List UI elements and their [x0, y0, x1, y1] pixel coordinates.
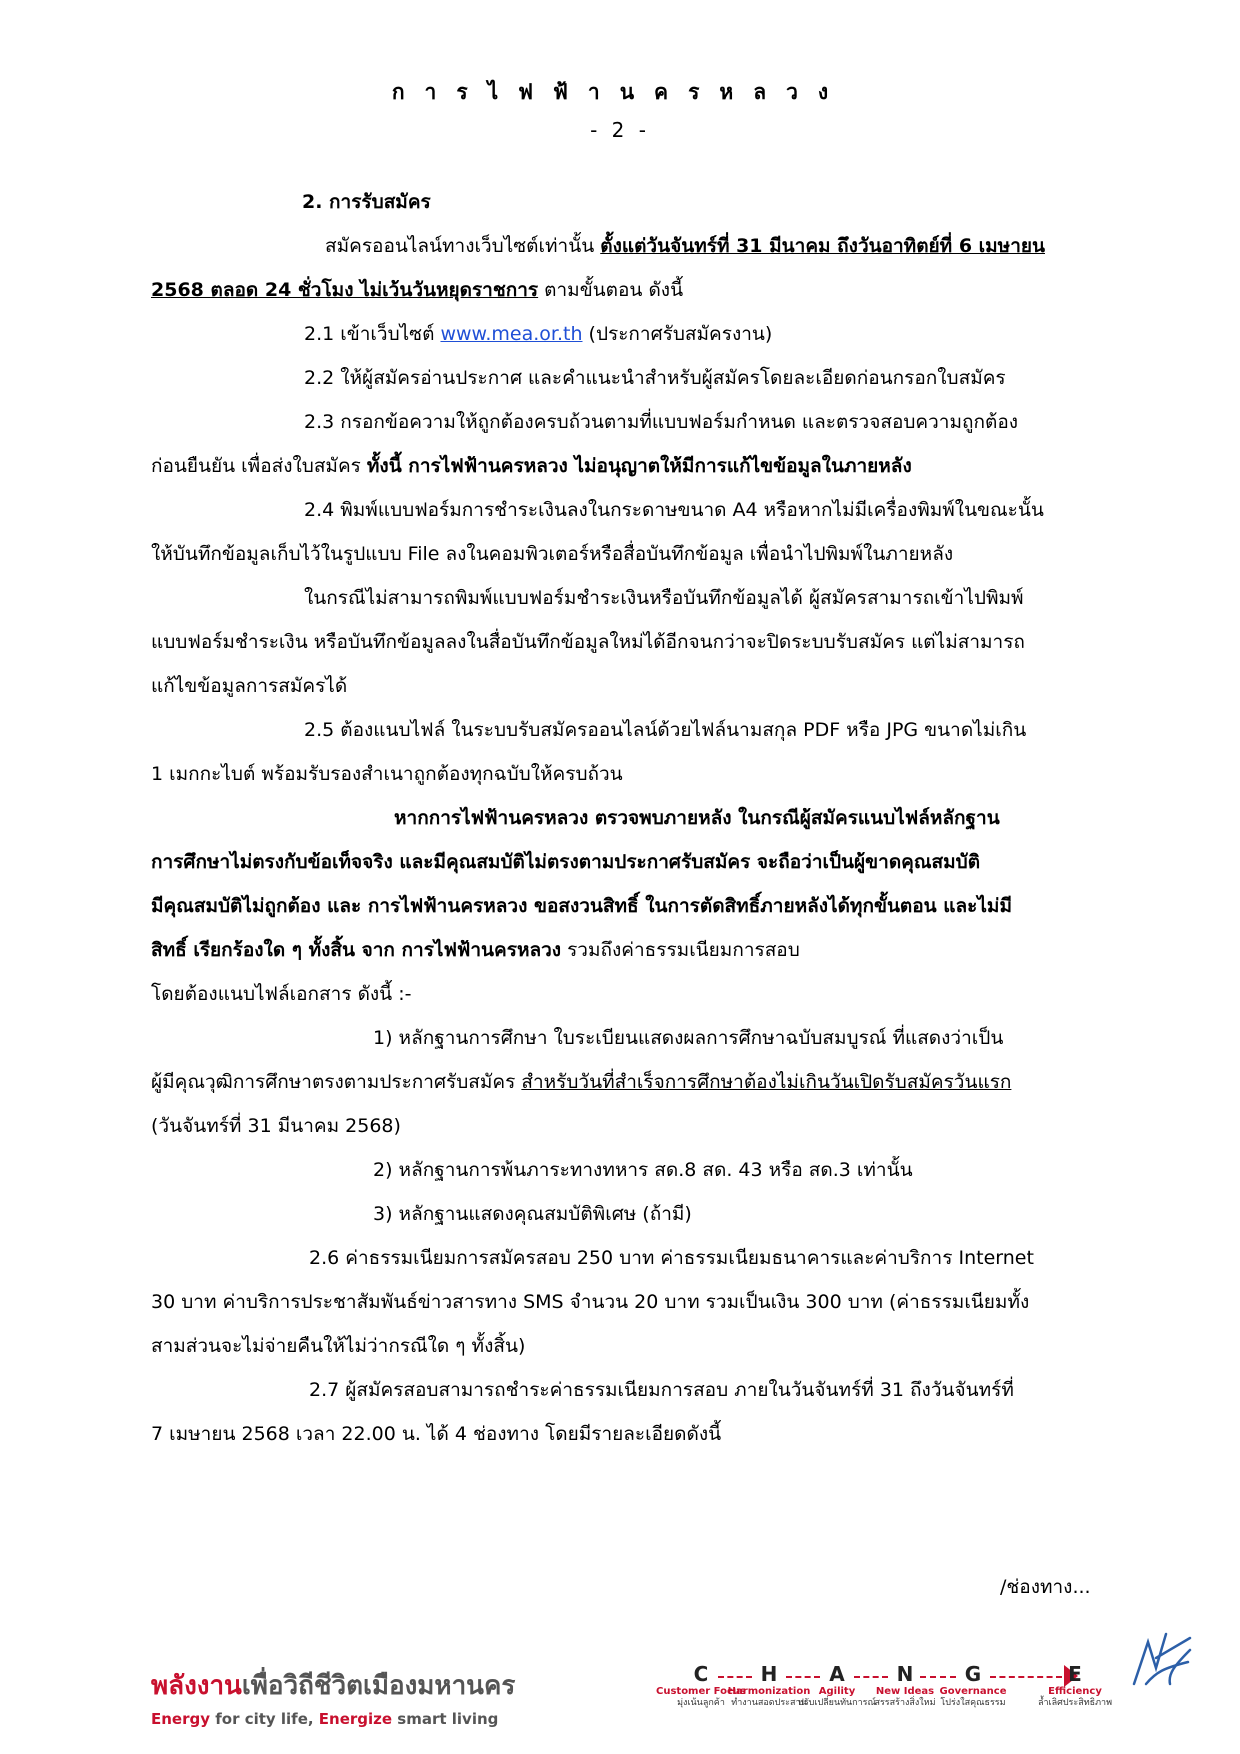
- item-2-7-line-2: 7 เมษายน 2568 เวลา 22.00 น. ได้ 4 ช่องทาง โดยมีรายละเอียดดังนี้: [151, 1423, 722, 1445]
- change-letter: E: [1068, 1662, 1082, 1686]
- slogan-en-4: smart living: [392, 1710, 499, 1728]
- page-number: - 2 -: [590, 118, 650, 142]
- change-item-e: [1030, 1662, 1120, 1709]
- warning-line-2: การศึกษาไม่ตรงกับข้อเท็จจริง และมีคุณสมบัติไม่ตรงตามประกาศรับสมัคร จะถือว่าเป็นผู้ขาดคุณสมบัติ: [151, 851, 981, 873]
- item-2-6-line-1: 2.6 ค่าธรรมเนียมการสมัครสอบ 250 บาท ค่าธรรมเนียมธนาคารและค่าบริการ Internet: [309, 1247, 1034, 1269]
- change-en: Agility: [818, 1686, 856, 1697]
- warning-bold: สิทธิ์ เรียกร้องใด ๆ ทั้งสิ้น จาก การไฟฟ้านครหลวง: [151, 939, 562, 961]
- change-values-bar: [656, 1662, 1120, 1742]
- change-en: Efficiency: [1048, 1686, 1102, 1697]
- mea-logo-icon: [1126, 1628, 1196, 1688]
- doc-3: 3) หลักฐานแสดงคุณสมบัติพิเศษ (ถ้ามี): [373, 1203, 692, 1225]
- change-en: Governance: [939, 1686, 1007, 1697]
- change-item-g: [928, 1662, 1018, 1709]
- doc-1-line-2: [151, 1060, 1141, 1104]
- item-2-1: [151, 312, 1141, 356]
- change-th: ล้ำเลิศประสิทธิภาพ: [1037, 1698, 1113, 1708]
- change-th: สรรสร้างสิ่งใหม่: [874, 1698, 936, 1708]
- change-letter: G: [964, 1662, 982, 1686]
- warning-line-4: [151, 928, 1141, 972]
- doc-1-underline: สำหรับวันที่สำเร็จการศึกษาต้องไม่เกินวันเปิดรับสมัครวันแรก: [521, 1071, 1012, 1093]
- intro-dates-1: ตั้งแต่วันจันทร์ที่ 31 มีนาคม ถึงวันอาทิตย์ที่ 6 เมษายน: [600, 235, 1045, 257]
- section-heading: 2. การรับสมัคร: [302, 191, 431, 213]
- slogan-thai-red: พลังงาน: [151, 1671, 242, 1701]
- change-letter: H: [760, 1662, 778, 1686]
- intro-suffix: ตามขั้นตอน ดังนี้: [538, 279, 684, 301]
- document-body: [151, 180, 1141, 1456]
- change-th: มุ่งเน้นลูกค้า: [677, 1698, 725, 1708]
- change-en: Harmonization: [727, 1686, 811, 1697]
- intro-line-2: [151, 268, 1141, 312]
- warning-line-1: หากการไฟฟ้านครหลวง ตรวจพบภายหลัง ในกรณีผู้สมัครแนบไฟล์หลักฐาน: [394, 807, 1000, 829]
- slogan-english: [151, 1710, 515, 1728]
- item-2-4-line-3: ในกรณีไม่สามารถพิมพ์แบบฟอร์มชำระเงินหรือบันทึกข้อมูลได้ ผู้สมัครสามารถเข้าไปพิมพ์: [304, 587, 1024, 609]
- logo-stroke-2: [1146, 1662, 1188, 1684]
- change-th: โปร่งใสคุณธรรม: [940, 1698, 1006, 1708]
- footer-slogan: [151, 1665, 515, 1728]
- slogan-thai-dark: เพื่อวิถีชีวิตเมืองมหานคร: [241, 1671, 516, 1701]
- doc-1-line-1: 1) หลักฐานการศึกษา ใบระเบียนแสดงผลการศึกษาฉบับสมบูรณ์ ที่แสดงว่าเป็น: [373, 1027, 1004, 1049]
- slogan-en-3: Energize: [318, 1710, 393, 1728]
- mea-website-link[interactable]: www.mea.or.th: [440, 323, 583, 345]
- change-th: ปรับเปลี่ยนทันการณ์: [798, 1698, 876, 1708]
- change-letter: C: [693, 1662, 709, 1686]
- intro-prefix: สมัครออนไลน์ทางเว็บไซต์เท่านั้น: [325, 235, 601, 257]
- item-2-7-line-1: 2.7 ผู้สมัครสอบสามารถชำระค่าธรรมเนียมการสอบ ภายในวันจันทร์ที่ 31 ถึงวันจันทร์ที่: [309, 1379, 1014, 1401]
- slogan-en-2: for city life,: [210, 1710, 319, 1728]
- warning-rest: รวมถึงค่าธรรมเนียมการสอบ: [561, 939, 800, 961]
- change-letter: A: [829, 1662, 845, 1686]
- doc-2: 2) หลักฐานการพ้นภาระทางทหาร สด.8 สด. 43 หรือ สด.3 เท่านั้น: [373, 1159, 913, 1181]
- item-2-4-line-5: แก้ไขข้อมูลการสมัครได้: [151, 675, 348, 697]
- change-th: ทำงานสอดประสาน: [731, 1698, 807, 1708]
- item-2-1-prefix: 2.1 เข้าเว็บไซต์: [304, 323, 441, 345]
- item-2-3-bold: ทั้งนี้ การไฟฟ้านครหลวง ไม่อนุญาตให้มีการแก้ไขข้อมูลในภายหลัง: [366, 455, 912, 477]
- item-2-6-line-3: สามส่วนจะไม่จ่ายคืนให้ไม่ว่ากรณีใด ๆ ทั้งสิ้น): [151, 1335, 526, 1357]
- item-2-6-line-2: 30 บาท ค่าบริการประชาสัมพันธ์ข่าวสารทาง SMS จำนวน 20 บาท รวมเป็นเงิน 300 บาท (ค่าธรรมเนียมทั้ง: [151, 1291, 1030, 1313]
- item-2-1-suffix: (ประกาศรับสมัครงาน): [582, 323, 773, 345]
- warning-line-3: มีคุณสมบัติไม่ถูกต้อง และ การไฟฟ้านครหลวง ขอสงวนสิทธิ์ ในการตัดสิทธิ์ภายหลังได้ทุกขั้นตอน และไม่มี: [151, 895, 1012, 917]
- org-title: การไฟฟ้านครหลวง: [391, 80, 849, 104]
- change-letter: N: [896, 1662, 914, 1686]
- attach-intro: โดยต้องแนบไฟล์เอกสาร ดังนี้ :-: [151, 983, 412, 1005]
- intro-dates-2: 2568 ตลอด 24 ชั่วโมง ไม่เว้นวันหยุดราชการ: [151, 279, 539, 301]
- change-en: Customer Focus: [656, 1686, 746, 1697]
- doc-1-line-3: (วันจันทร์ที่ 31 มีนาคม 2568): [151, 1115, 401, 1137]
- item-2-4-line-4: แบบฟอร์มชำระเงิน หรือบันทึกข้อมูลลงในสื่อบันทึกข้อมูลใหม่ได้อีกจนกว่าจะปิดระบบรับสมัคร แต่ไม่สามารถ: [151, 631, 1025, 653]
- logo-stroke-1: [1134, 1634, 1166, 1684]
- item-2-4-line-2: ให้บันทึกข้อมูลเก็บไว้ในรูปแบบ File ลงในคอมพิวเตอร์หรือสื่อบันทึกข้อมูล เพื่อนำไปพิมพ์ในภายหลัง: [151, 543, 954, 565]
- item-2-5-line-1: 2.5 ต้องแนบไฟล์ ในระบบรับสมัครออนไลน์ด้วยไฟล์นามสกุล PDF หรือ JPG ขนาดไม่เกิน: [304, 719, 1027, 741]
- intro-line-1: [151, 224, 1141, 268]
- slogan-en-1: Energy: [151, 1710, 211, 1728]
- item-2-3-line-2: [151, 444, 1141, 488]
- item-2-5-line-2: 1 เมกกะไบต์ พร้อมรับรองสำเนาถูกต้องทุกฉบับให้ครบถ้วน: [151, 763, 623, 785]
- item-2-3-prefix: ก่อนยืนยัน เพื่อส่งใบสมัคร: [151, 455, 367, 477]
- item-2-4-line-1: 2.4 พิมพ์แบบฟอร์มการชำระเงินลงในกระดาษขนาด A4 หรือหากไม่มีเครื่องพิมพ์ในขณะนั้น: [304, 499, 1044, 521]
- doc-1-prefix: ผู้มีคุณวุฒิการศึกษาตรงตามประกาศรับสมัคร: [151, 1071, 522, 1093]
- item-2-3-line-1: 2.3 กรอกข้อความให้ถูกต้องครบถ้วนตามที่แบบฟอร์มกำหนด และตรวจสอบความถูกต้อง: [304, 411, 1019, 433]
- continuation-marker: /ช่องทาง...: [1000, 1576, 1091, 1598]
- change-en: New Ideas: [875, 1686, 935, 1697]
- slogan-thai: [151, 1665, 515, 1706]
- item-2-2: 2.2 ให้ผู้สมัครอ่านประกาศ และคำแนะนำสำหรับผู้สมัครโดยละเอียดก่อนกรอกใบสมัคร: [304, 367, 1006, 389]
